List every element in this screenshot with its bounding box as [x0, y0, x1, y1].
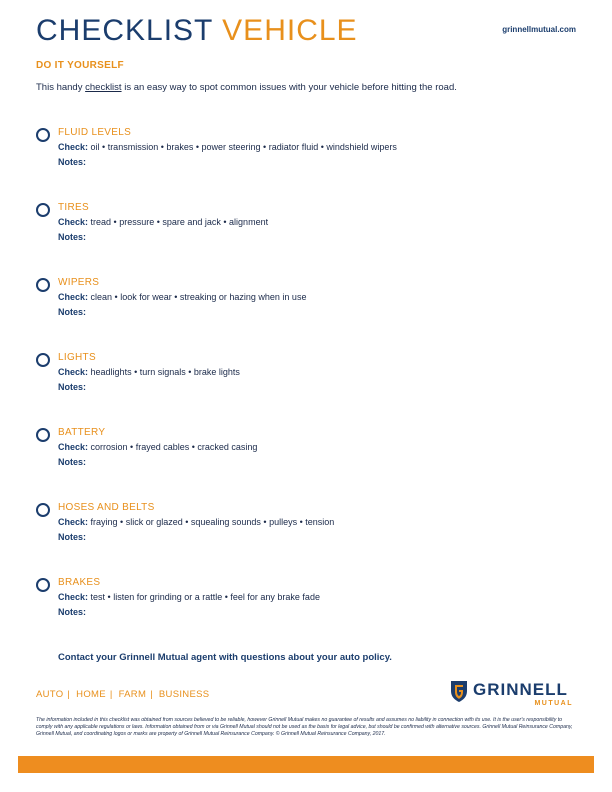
- item-title: FLUID LEVELS: [58, 127, 132, 138]
- footer-accent-bar: [18, 756, 594, 773]
- notes-label: Notes:: [58, 157, 87, 167]
- page-title: [36, 14, 358, 48]
- subheading: DO IT YOURSELF: [36, 60, 124, 71]
- checkbox-circle-icon[interactable]: [36, 128, 50, 142]
- intro-text: [36, 82, 457, 93]
- footer-separator: |: [67, 689, 71, 700]
- check-values: test • listen for grinding or a rattle • feel for any brake fade: [90, 592, 320, 602]
- item-check: [58, 442, 257, 452]
- item-title: LIGHTS: [58, 352, 96, 363]
- checklist-item-tires: [36, 202, 576, 252]
- shield-g-icon: [449, 679, 469, 703]
- checkbox-circle-icon[interactable]: [36, 578, 50, 592]
- check-values: tread • pressure • spare and jack • alignment: [90, 217, 269, 227]
- check-values: clean • look for wear • streaking or hazing when in use: [90, 292, 307, 302]
- checklist-item-fluid-levels: [36, 127, 576, 177]
- checklist-item-battery: [36, 427, 576, 477]
- footer-nav: [36, 689, 213, 700]
- item-title: WIPERS: [58, 277, 100, 288]
- item-title: TIRES: [58, 202, 89, 213]
- footer-separator: |: [150, 689, 153, 700]
- disclaimer-text: The information included in this checklist was obtained from sources believed to be reliable, however Grinnell Mutual makes no guarantee of results and assumes no liability in connection with its use. It is the user's responsibility to comply with any applicable regulations or laws. Information obtained from or via Grinnell Mutual should not be used as the basis for legal advice, but should be confirmed with alternative sources. Grinnell Mutual Reinsurance Company, Grinnell Mutual, and coordinating logos or marks are property of Grinnell Mutual Reinsurance Company. © Grinnell Mutual Reinsurance Company, 2017.: [36, 717, 573, 737]
- footer-link-business[interactable]: BUSINESS: [158, 689, 210, 700]
- check-label: Check:: [58, 142, 89, 152]
- notes-label: Notes:: [58, 457, 87, 467]
- notes-label: Notes:: [58, 382, 87, 392]
- check-label: Check:: [58, 292, 89, 302]
- item-check: [58, 367, 240, 377]
- logo-name: GRINNELL: [473, 680, 568, 699]
- checkbox-circle-icon[interactable]: [36, 503, 50, 517]
- checkbox-circle-icon[interactable]: [36, 353, 50, 367]
- checkbox-circle-icon[interactable]: [36, 203, 50, 217]
- website-link[interactable]: grinnellmutual.com: [502, 25, 576, 34]
- check-label: Check:: [58, 442, 89, 452]
- checklist-item-wipers: [36, 277, 576, 327]
- footer-link-home[interactable]: HOME: [76, 689, 106, 700]
- check-values: fraying • slick or glazed • squealing sounds • pulleys • tension: [90, 517, 335, 527]
- item-check: [58, 217, 268, 227]
- notes-label: Notes:: [58, 532, 87, 542]
- checklist-item-brakes: [36, 577, 576, 627]
- footer-separator: |: [109, 689, 113, 700]
- logo-sub: MUTUAL: [534, 700, 573, 707]
- item-title: BATTERY: [58, 427, 106, 438]
- check-label: Check:: [58, 217, 89, 227]
- item-check: [58, 142, 397, 152]
- contact-agent-text: Contact your Grinnell Mutual agent with questions about your auto policy.: [58, 652, 392, 663]
- check-values: oil • transmission • brakes • power steering • radiator fluid • windshield wipers: [90, 142, 397, 152]
- check-values: headlights • turn signals • brake lights: [90, 367, 240, 377]
- intro-underlined: checklist: [85, 82, 122, 93]
- checklist-item-hoses-and-belts: [36, 502, 576, 552]
- item-check: [58, 517, 334, 527]
- checklist-item-lights: [36, 352, 576, 402]
- checkbox-circle-icon[interactable]: [36, 278, 50, 292]
- check-values: corrosion • frayed cables • cracked casing: [90, 442, 258, 452]
- grinnell-mutual-logo: [449, 679, 577, 711]
- footer-link-farm[interactable]: FARM: [118, 689, 147, 700]
- footer-link-auto[interactable]: AUTO: [36, 689, 64, 700]
- intro-before: This handy: [36, 82, 86, 93]
- item-check: [58, 592, 320, 602]
- title-vehicle: VEHICLE: [222, 14, 358, 47]
- intro-after: is an easy way to spot common issues with your vehicle before hitting the road.: [121, 82, 457, 93]
- check-label: Check:: [58, 517, 89, 527]
- item-title: BRAKES: [58, 577, 101, 588]
- notes-label: Notes:: [58, 307, 87, 317]
- check-label: Check:: [58, 367, 89, 377]
- item-title: HOSES AND BELTS: [58, 502, 155, 513]
- item-check: [58, 292, 306, 302]
- check-label: Check:: [58, 592, 89, 602]
- notes-label: Notes:: [58, 607, 87, 617]
- checkbox-circle-icon[interactable]: [36, 428, 50, 442]
- title-checklist: CHECKLIST: [36, 14, 213, 47]
- notes-label: Notes:: [58, 232, 87, 242]
